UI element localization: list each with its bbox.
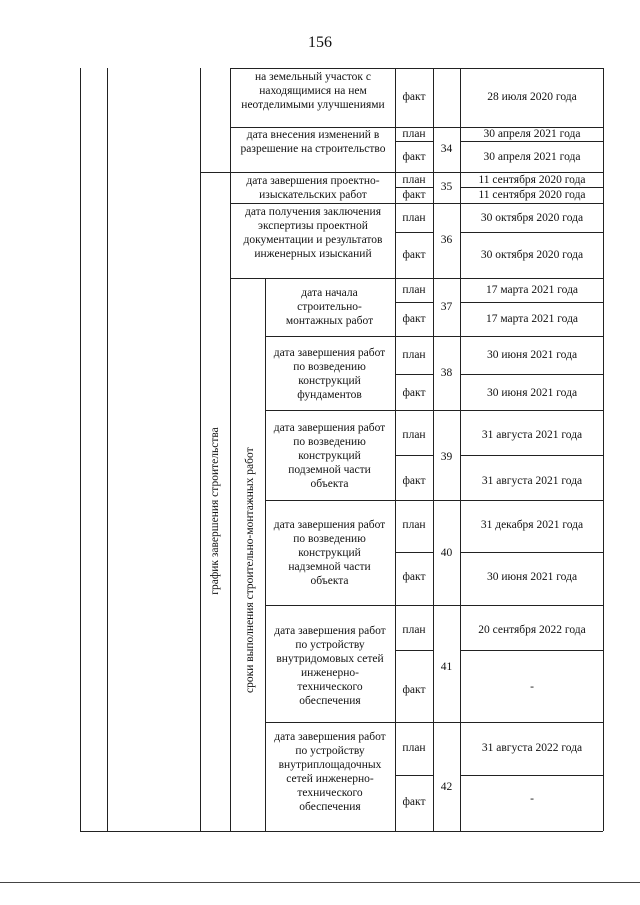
plan-date: 31 декабря 2021 года — [480, 519, 584, 531]
row-label: дата завершения работ по возведению конструкций фундаментов — [273, 347, 386, 401]
fact-date: 30 апреля 2021 года — [483, 151, 581, 163]
plan-date: 30 апреля 2021 года — [483, 128, 581, 140]
row-label: дата завершения проектно-изыскательских работ — [246, 175, 380, 201]
plan-label: план — [402, 429, 426, 441]
plan-date: 30 июня 2021 года — [486, 349, 578, 361]
row-label: дата начала строительно-монтажных работ — [285, 287, 374, 327]
fact-date: - — [530, 793, 534, 805]
terms-column-label: сроки выполнения строительно-монтажных работ — [244, 447, 256, 693]
row-label: дата завершения работ по возведению конструкций подземной части объекта — [273, 422, 386, 490]
row-label: дата внесения изменений в разрешение на строительство — [240, 129, 386, 155]
table-rule — [395, 141, 433, 142]
table-rule — [460, 650, 603, 651]
fact-label: факт — [402, 387, 426, 399]
fact-label: факт — [402, 684, 426, 696]
fact-label: факт — [402, 91, 426, 103]
table-rule — [460, 68, 461, 831]
table-rule — [395, 455, 433, 456]
plan-label: план — [402, 284, 426, 296]
plan-label: план — [402, 174, 426, 186]
plan-date: 31 августа 2021 года — [481, 429, 583, 441]
table-rule — [265, 722, 603, 723]
table-rule — [603, 68, 604, 831]
table-rule — [460, 232, 603, 233]
table-rule — [460, 374, 603, 375]
plan-date: 17 марта 2021 года — [485, 284, 579, 296]
row-label: дата получения заключения экспертизы проектной документации и результатов инженерных изысканий — [243, 206, 383, 260]
table-rule — [265, 336, 603, 337]
table-rule — [230, 68, 231, 831]
fact-label: факт — [402, 313, 426, 325]
page-bottom-rule — [0, 882, 640, 883]
fact-date: - — [530, 681, 534, 693]
fact-date: 11 сентября 2020 года — [478, 189, 586, 201]
plan-date: 30 октября 2020 года — [480, 212, 584, 224]
fact-label: факт — [402, 189, 426, 201]
row-number: 40 — [440, 547, 453, 559]
table-rule — [80, 831, 603, 832]
plan-date: 31 августа 2022 года — [481, 742, 583, 754]
table-rule — [230, 278, 603, 279]
plan-label: план — [402, 128, 426, 140]
table-rule — [460, 455, 603, 456]
table-rule — [460, 775, 603, 776]
fact-label: факт — [402, 571, 426, 583]
table-rule — [230, 203, 603, 204]
table-rule — [460, 141, 603, 142]
plan-label: план — [402, 742, 426, 754]
table-rule — [200, 68, 201, 831]
table-rule — [395, 232, 433, 233]
table-rule — [265, 500, 603, 501]
table-rule — [265, 410, 603, 411]
row-number: 38 — [440, 367, 453, 379]
fact-date: 31 августа 2021 года — [481, 475, 583, 487]
plan-date: 20 сентября 2022 года — [478, 624, 586, 636]
table-rule — [80, 68, 81, 831]
table-rule — [265, 605, 603, 606]
table-rule — [107, 68, 108, 831]
table-rule — [265, 278, 266, 831]
fact-date: 28 июля 2020 года — [487, 91, 577, 103]
row-number: 37 — [440, 301, 453, 313]
page-number: 156 — [308, 34, 332, 51]
row-number: 36 — [440, 234, 453, 246]
graph-column-label: график завершения строительства — [209, 427, 221, 595]
row-label: дата завершения работ по возведению конструкций надземной части объекта — [273, 519, 386, 587]
fact-label: факт — [402, 249, 426, 261]
table-rule — [460, 302, 603, 303]
table-rule — [395, 775, 433, 776]
fact-date: 30 июня 2021 года — [486, 387, 578, 399]
fact-date: 17 марта 2021 года — [485, 313, 579, 325]
row-number: 42 — [440, 781, 453, 793]
row-number: 34 — [440, 143, 453, 155]
row-label: дата завершения работ по устройству внутридомовых сетей инженерно-технического обеспечения — [274, 625, 386, 707]
plan-label: план — [402, 349, 426, 361]
plan-date: 11 сентября 2020 года — [478, 174, 586, 186]
row-label: на земельный участок с находящимися на нем неотделимыми улучшениями — [241, 71, 385, 111]
table-rule — [395, 302, 433, 303]
table-rule — [395, 374, 433, 375]
plan-label: план — [402, 624, 426, 636]
plan-label: план — [402, 212, 426, 224]
fact-date: 30 октября 2020 года — [480, 249, 584, 261]
plan-label: план — [402, 519, 426, 531]
table-rule — [230, 68, 603, 69]
table-rule — [395, 650, 433, 651]
fact-label: факт — [402, 151, 426, 163]
row-number: 35 — [440, 181, 453, 193]
table-rule — [460, 552, 603, 553]
fact-label: факт — [402, 796, 426, 808]
row-label: дата завершения работ по устройству внутриплощадочных сетей инженерно-технического обеспечения — [274, 731, 386, 813]
table-rule — [395, 552, 433, 553]
fact-date: 30 июня 2021 года — [486, 571, 578, 583]
row-number: 41 — [440, 661, 453, 673]
fact-label: факт — [402, 475, 426, 487]
row-number: 39 — [440, 451, 453, 463]
